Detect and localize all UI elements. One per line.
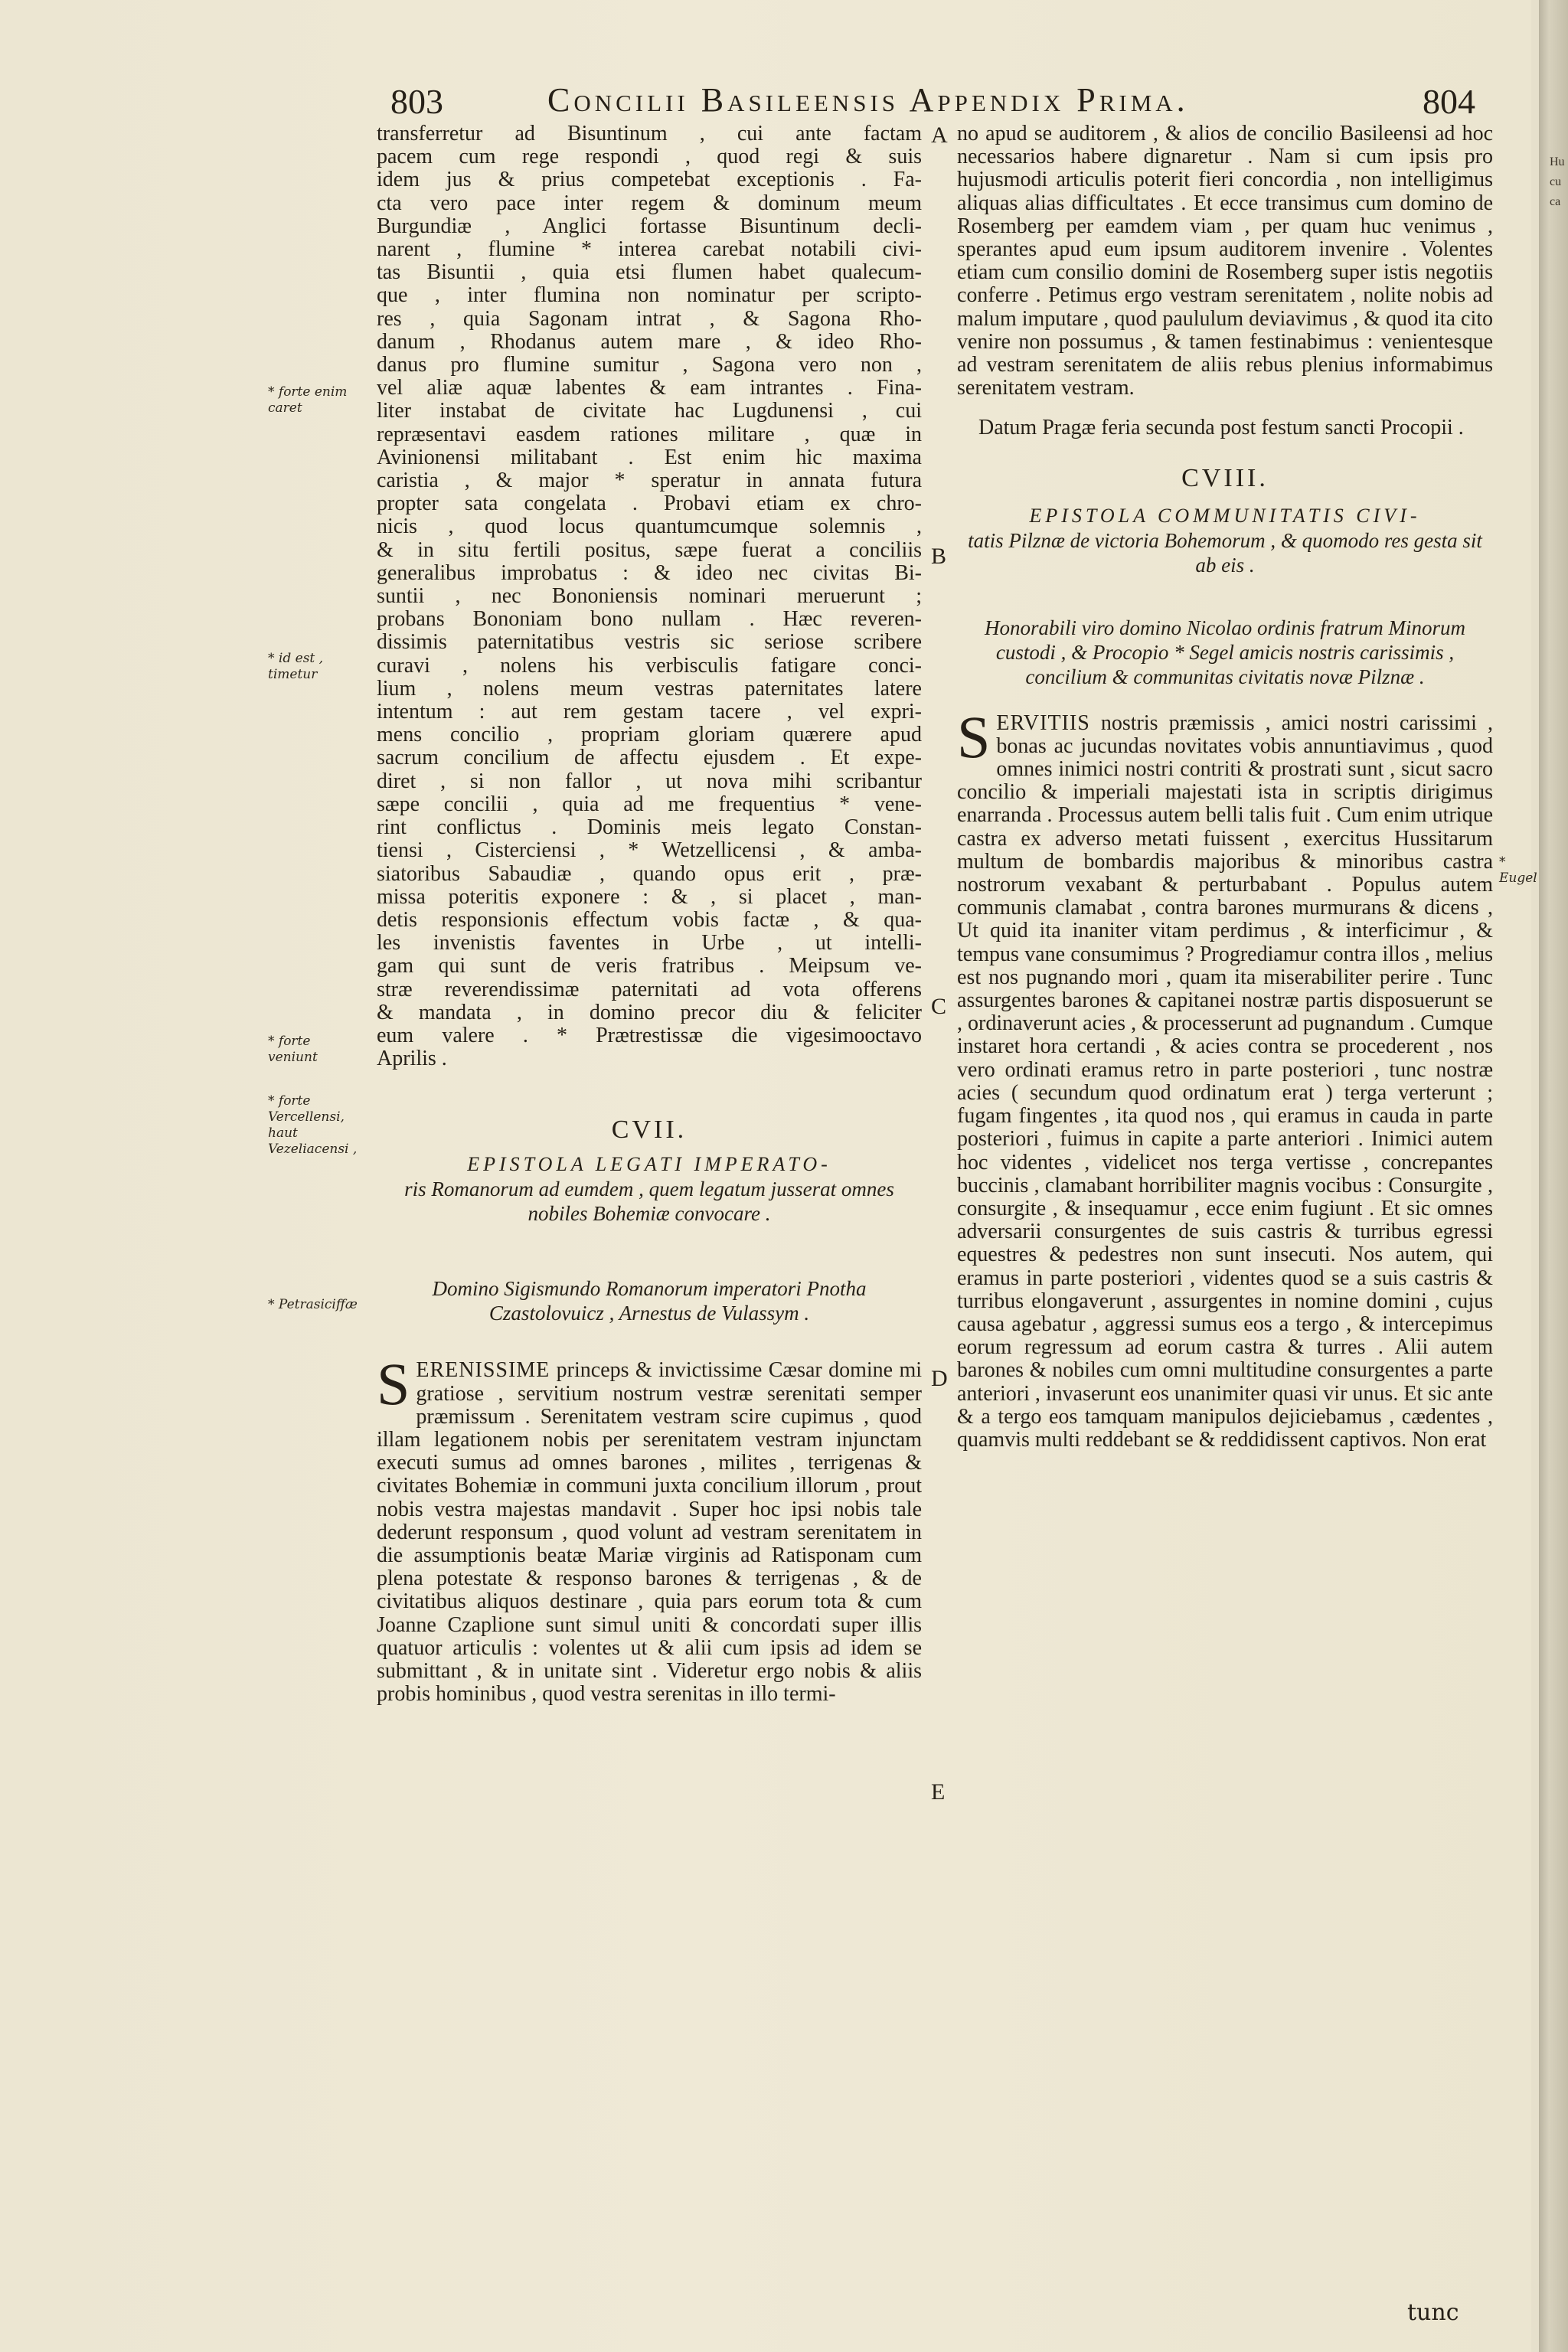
text-line: curavi , nolens his verbisculis fatigare conci- (377, 653, 922, 678)
text-line: propter sata congelata . Probavi etiam ex chro- (377, 492, 922, 516)
section-title-rest: tatis Pilznæ de victoria Bohemorum , & quomodo res gesta sit ab eis . (968, 528, 1482, 577)
right-column (957, 122, 1493, 1452)
section-title-caps: EPISTOLA COMMUNITATIS CIVI- (1029, 504, 1421, 527)
text-line: eum valere . * Prætrestissæ die vigesimooctavo (377, 1023, 922, 1047)
page-header (0, 75, 1531, 129)
text-line: missa poteritis exponere : & , si placet , man- (377, 884, 922, 909)
text-line: tas Bisuntii , quia etsi flumen habet qualecum- (377, 260, 922, 285)
text-line: caristia , & major * speratur in annata futura (377, 469, 922, 493)
text-line: suntii , nec Bononiensis nominari meruerunt ; (377, 584, 922, 609)
text-line: & mandata , in domino precor diu & feliciter (377, 1000, 922, 1024)
text-line: & in situ fertili positus, sæpe fuerat a conciliis (377, 537, 922, 562)
text-line: transferretur ad Bisuntinum , cui ante factam (377, 122, 922, 145)
text-line: danus pro flumine sumitur , Sagona vero non , (377, 353, 922, 377)
margin-note: * id est , timetur (268, 651, 324, 682)
margin-note: * forte enim caret (268, 384, 348, 416)
text-line: que , inter flumina non nominatur per scripto- (377, 283, 922, 308)
dateline: Datum Pragæ feria secunda post festum sancti Procopii . (978, 416, 1464, 440)
left-column (377, 122, 922, 1706)
section-number-cviii: CVIII. (1181, 463, 1269, 492)
section-marker-c: C (931, 994, 947, 1019)
book-spine-edge (1539, 0, 1568, 2352)
text-line: stræ reverendissimæ paternitati ad vota offerens (377, 977, 922, 1001)
right-page-number: 804 (1423, 82, 1475, 121)
margin-note: * Eugel (1499, 854, 1537, 886)
edge-fragment: Hu (1550, 155, 1565, 168)
running-title: Concilii Basileensis Appendix Prima. (547, 81, 1189, 119)
text-line: Avinionensi militabant . Est enim hic maxima (377, 445, 922, 469)
text-line: les invenistis faventes in Urbe , ut intelli- (377, 931, 922, 956)
text-line: tiensi , Cisterciensi , * Wetzellicensi , & amba- (377, 838, 922, 863)
letter-body-cvii (377, 1351, 922, 1707)
catchword: tunc (1407, 2299, 1459, 2326)
text-line: danum , Rhodanus autem mare , & ideo Rho- (377, 329, 922, 354)
section-marker-a: A (931, 122, 948, 148)
text-line: lium , nolens meum vestras paternitates latere (377, 676, 922, 701)
text-line: idem jus & prius competebat exceptionis . Fa- (377, 168, 922, 192)
text-line: intentum : aut rem gestam tacere , vel expri- (377, 700, 922, 724)
section-title-cviii (957, 503, 1493, 577)
text-line: Aprilis . (377, 1047, 447, 1071)
lead-word: ERVITIIS (996, 710, 1090, 735)
edge-fragment: ca (1550, 195, 1561, 208)
text-line: res , quia Sagonam intrat , & Sagona Rho- (377, 306, 922, 331)
section-marker-b: B (931, 544, 947, 569)
text-line: rint conflictus . Dominis meis legato Constan- (377, 815, 922, 840)
text-line: siatoribus Sabaudiæ , quando opus erit , præ- (377, 861, 922, 886)
letter-body-cviii (957, 703, 1493, 1452)
margin-note: * Petrasiciffæ (268, 1297, 358, 1312)
left-continuation-text (377, 122, 922, 1070)
section-title-caps: EPISTOLA LEGATI IMPERATO- (467, 1153, 831, 1176)
text-line: cta vero pace inter regem & dominum meum (377, 191, 922, 215)
margin-note: * forte veniunt (268, 1034, 318, 1065)
section-number-cvii: CVII. (611, 1116, 688, 1145)
text-line: vel aliæ aquæ labentes & eam intrantes . Fina- (377, 376, 922, 400)
letter-address-cviii: Honorabili viro domino Nicolao ordinis fratrum Minorum custodi , & Procopio * Segel amicis nostris carissimis , concilium & communitas civitatis novæ Pilznæ . (984, 616, 1466, 688)
text-line: pacem cum rege respondi , quod regi & suis (377, 145, 922, 169)
text-line: Burgundiæ , Anglici fortasse Bisuntinum decli- (377, 214, 922, 238)
text-line: sæpe concilii , quia ad me frequentius * vene- (377, 792, 922, 816)
text-line: dissimis paternitatibus vestris sic seriose scribere (377, 630, 922, 655)
text-line: probans Bononiam bono nullam . Hæc reveren- (377, 607, 922, 632)
text-line: repræsentavi easdem rationes militare , quæ in (377, 422, 922, 446)
drop-cap: S (377, 1351, 410, 1418)
text-line: liter instabat de civitate hac Lugdunensi , cui (377, 399, 922, 423)
text-line: diret , si non fallor , ut nova mihi scribantur (377, 769, 922, 793)
letter-text: princeps & invictissime Cæsar domine mi gratiose , servitium nostrum vestræ serenitati semper præmissum . Serenitatem vestram scire cupimus , quod illam legationem nobis per serenitatem vestram injunctam executi sumus ad omnes barones , milites , terrigenas & civitates Bohemiæ in communi juxta concilium illorum , prout nobis vestra majestas mandavit . Super hoc ipsi nobis tale dederunt responsum , quod volunt ad vestram serenitatem in die assumptionis beatæ Mariæ virginis ad Ratisponam cum plena potestate & responso barones & terrigenas , & de civitatibus aliquos destinare , quia pars eorum tota & cum Joanne Czaplione sunt simul uniti & concordati super illis quatuor articulis : volentes ut & alii cum ipsis ad idem se submittant , & in unitate sint . Videretur ergo nobis & aliis probis hominibus , quod vestra serenitas in illo termi- (377, 1358, 922, 1707)
text-line: gam qui sunt de veris fratribus . Meipsum ve- (377, 954, 922, 978)
text-line: sacrum concilium de affectu ejusdem . Et expe- (377, 746, 922, 770)
text-line: narent , flumine * interea carebat notabili civi- (377, 237, 922, 262)
letter-text: nostris præmissis , amici nostri carissimi , bonas ac jucundas novitates vobis annuntiavimus , quod omnes inimici nostri contriti & prostrati sunt , sicut sacro concilio & imperiali majestati ista in scriptis dirigimus enarranda . Processus autem belli talis fuit . Cum enim utrique castra ex adverso metati fuissent , exercitus Hussitarum multum de bombardis majoribus & minoribus castra nostrorum vexabant & perturbabant . Populus autem communis clamabat , contra barones murmurans & dicens , Ut quid ita inaniter vitam perdimus , & interficimur , & tempus vane consumimus ? Progrediamur contra illos , melius est nos pugnando mori , quam ita miserabiliter perire . Tunc assurgentes barones & capitanei nostræ partis disposuerunt se , ordinaverunt acies , & processerunt ad pugnandum . Cumque instaret hora certandi , & acies contra se procederent , nos vero ordinati eramus retro in parte posteriori , tunc nostræ acies ( secundum quod ordinatum erat ) terga verterunt ; fugam fingentes , ita quod nos , qui eramus in cauda in parte posteriori , fuimus in capite a parte anteriori . Inimici autem hoc videntes , videlicet nos terga vertisse , concrepantes buccinis , clamabant horribiliter magnis vocibus : Consurgite , consurgite , & insequamur , ecce enim fugiunt . Et sic omnes adversarii consurgentes de suis castris & turribus egressi equestres & pedestres non sunt insecuti. Nos autem, qui eramus in parte posteriori , videntes quod se a suis castris & turribus elongaverunt , assurgentes in nomine domini , cujus causa agebatur , aggressi sumus eos a tergo , & intercepimus eorum regressum ad eorum castra & turres . Alii autem barones & nobiles cum omni multitudine consurgentes a parte anteriori , invaserunt eos unanimiter quasi vir unus. Et sic ante & a tergo eos tamquam manipulos dejiciebamus , cædentes , quamvis multi reddebant se & reddidissent captivos. Non erat (957, 710, 1493, 1452)
text-line: generalibus improbatus : & ideo nec civitas Bi- (377, 560, 922, 585)
text-line: mens concilio , propriam gloriam quærere apud (377, 723, 922, 747)
section-marker-d: D (931, 1366, 948, 1391)
section-title-cvii (377, 1152, 922, 1226)
letter-address-cvii: Domino Sigismundo Romanorum imperatori Pnotha Czastolovuicz , Arnestus de Vulassym . (432, 1277, 867, 1325)
text-line: detis responsionis effectum vobis factæ , & qua- (377, 907, 922, 932)
edge-fragment: cu (1550, 175, 1562, 188)
right-continuation-text: no apud se auditorem , & alios de concilio Basileensi ad hoc necessarios habere dignaretur . Nam si cum ipsis pro hujusmodi articulis poterit fieri concordia , non intelligimus aliquas alias difficultates . Et ecce transimus cum domino de Rosemberg per eamdem viam , per quam huc venimus , sperantes apud eum ipsum auditorem invenire . Volentes etiam cum consilio domini de Rosemberg super istis negotiis conferre . Petimus ergo vestram serenitatem , nolite nobis ad malum imputare , quod paululum deviavimus , & quod ita cito venire non possumus , & tamen festinabimus : venientesque ad vestram serenitatem de aliis rebus plenius informabimus serenitatem vestram. (957, 122, 1493, 400)
drop-cap: S (957, 703, 991, 770)
section-marker-e: E (931, 1779, 946, 1805)
section-title-rest: ris Romanorum ad eumdem , quem legatum jusserat omnes nobiles Bohemiæ convocare . (404, 1178, 894, 1226)
left-page-number: 803 (390, 82, 443, 121)
lead-word: ERENISSIME (416, 1358, 550, 1383)
text-line: nicis , quod locus quantumcumque solemnis , (377, 514, 922, 539)
margin-note: * forte Vercellensi, haut Vezeliacensi , (268, 1093, 358, 1157)
